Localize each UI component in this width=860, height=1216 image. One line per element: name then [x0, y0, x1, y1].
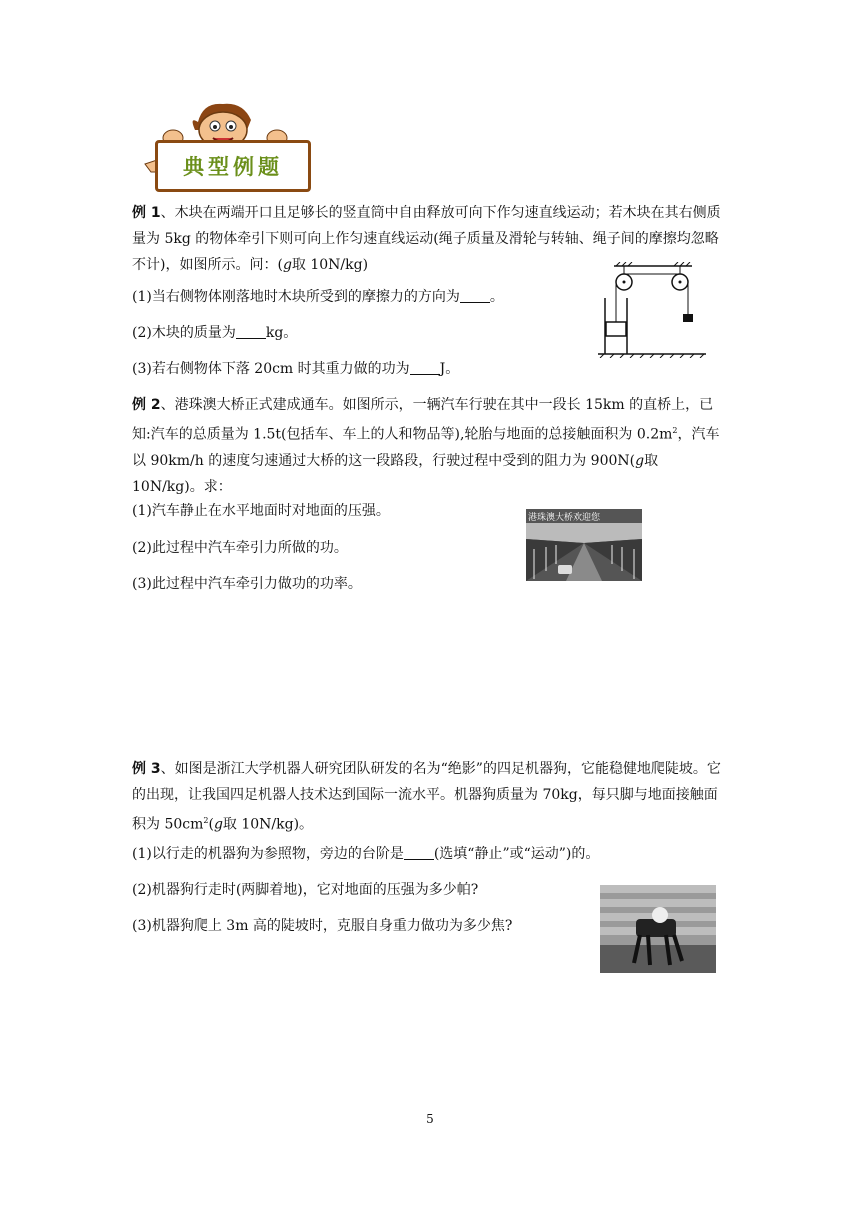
- answer-blank[interactable]: [236, 324, 266, 339]
- q2-text-end: kg。: [265, 325, 298, 341]
- example-3-text: 取 10N/kg)。: [222, 816, 314, 833]
- badge-board: [155, 140, 311, 192]
- bridge-photo: [526, 509, 642, 581]
- example-2-text: 、港珠澳大桥正式建成通车。如图所示，一辆汽车行驶在其中一段长 15km 的直桥上，已知:汽车的总质量为 1.5t(包括车、车上的人和物品等),轮胎与地面的总接触面积为 0.2m: [132, 397, 714, 443]
- example-1-text: 、木块在两端开口且足够长的竖直筒中自由释放可向下作匀速直线运动；若木块在其右侧质量为 5kg 的物体牵引下则可向上作匀速直线运动(绳子质量及滑轮与转轴、绳子间的摩擦均忽略不计)，如图所示。问：(: [132, 205, 721, 273]
- example-3-text: 、如图是浙江大学机器人研究团队研发的名为“绝影”的四足机器狗，它能稳健地爬陡坡。它的出现，让我国四足机器人技术达到国际一流水平。机器狗质量为 70kg，每只脚与地面接触面积为 50cm: [132, 761, 721, 833]
- example-1-q1: [132, 284, 504, 310]
- q1-text: (1)以行走的机器狗为参照物，旁边的台阶是: [132, 846, 404, 862]
- q1-text-end: (选填“静止”或“运动”)的。: [433, 846, 600, 862]
- example-1-q3: [132, 356, 459, 382]
- example-3-text: (: [208, 816, 214, 833]
- example-1-text-end: 取 10N/kg): [291, 257, 369, 273]
- answer-blank[interactable]: [410, 360, 440, 375]
- wood-block: [606, 322, 626, 336]
- g-symbol: g: [282, 257, 292, 273]
- robot-dog-photo: [600, 885, 716, 973]
- q3-text: (3)若右侧物体下落 20cm 时其重力做的功为: [132, 361, 410, 377]
- example-3-q3: (3)机器狗爬上 3m 高的陡坡时，克服自身重力做功为多少焦?: [132, 918, 513, 934]
- badge-title: 典型例题: [183, 155, 283, 179]
- example-2-q3: (3)此过程中汽车牵引力做功的功率。: [132, 576, 362, 592]
- superscript: 2: [203, 816, 209, 825]
- q1-text-end: 。: [489, 289, 504, 305]
- superscript: 2: [672, 426, 678, 435]
- robot-dog-icon: [600, 885, 716, 973]
- example-2-q1: (1)汽车静止在水平地面时对地面的压强。: [132, 503, 390, 519]
- example-3-stem: [132, 756, 722, 838]
- example-2-text: 取 10N/kg)。求：: [132, 452, 659, 495]
- g-symbol: g: [635, 452, 645, 469]
- header-illustration: [143, 100, 313, 195]
- q3-text-end: J。: [439, 361, 460, 377]
- answer-blank[interactable]: [404, 845, 434, 860]
- q1-text: (1)当右侧物体刚落地时木块所受到的摩擦力的方向为: [132, 289, 460, 305]
- example-3-q2: (2)机器狗行走时(两脚着地)，它对地面的压强为多少帕?: [132, 882, 479, 898]
- example-1-q2: [132, 320, 297, 346]
- example-2-label: 例 2: [132, 397, 161, 413]
- g-symbol: g: [213, 816, 223, 833]
- page-number: 5: [426, 1112, 434, 1126]
- q2-text: (2)木块的质量为: [132, 325, 236, 341]
- hanging-weight: [683, 314, 693, 322]
- example-3-label: 例 3: [132, 761, 161, 777]
- example-1-label: 例 1: [132, 205, 161, 221]
- bridge-photo-caption: 港珠澳大桥欢迎您: [528, 513, 601, 523]
- example-2-text: ，汽车以 90km/h 的速度匀速通过大桥的这一段路段，行驶过程中受到的阻力为 900N(: [132, 426, 720, 469]
- answer-blank[interactable]: [460, 288, 490, 303]
- example-2-q2: (2)此过程中汽车牵引力所做的功。: [132, 540, 348, 556]
- example-3-q1: [132, 841, 599, 867]
- example-2-stem: [132, 392, 722, 500]
- pulley-diagram: [596, 262, 708, 358]
